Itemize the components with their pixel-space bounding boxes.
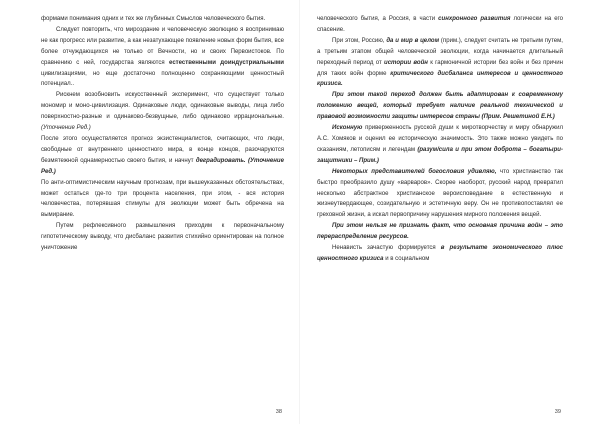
- text-run: логически на его спасение.: [317, 16, 563, 33]
- paragraph: [41, 25, 284, 90]
- paragraph: [317, 243, 563, 265]
- text-run: формами понимания одних и тех же глубинных Смыслов человеческого бытия.: [41, 16, 266, 22]
- text-run: Следует повторить, что мироздание и человеческую эволюцию я воспринимаю не как прогресс или развитие, а как незатухающее появление новых форм бытия, все более отчуждающихся не только от Вечности, но и своих Первоистоков. По сравнению с ней, государства являются: [41, 26, 284, 66]
- paragraph: [41, 221, 284, 254]
- emphasized-text: Некоторых представителей богословия: [332, 168, 468, 175]
- paragraph: [317, 123, 563, 167]
- right-page: [317, 14, 563, 424]
- paragraph: [317, 90, 563, 123]
- text-run: приверженность русской души к миротворчеству и миру обнаружил А.С. Хомяков и оценил ее историческую значимость. Это также можно увидеть по сказаниям, летописям и легендам: [317, 125, 563, 153]
- emphasized-text: да и мир в целом: [386, 37, 440, 44]
- emphasized-text: деградировать.: [195, 157, 246, 164]
- text-run: После этого осуществляется прогноз экзистенциалистов, считающих, что люди, свободные от внутреннего ценностного мира, в конце концов, разочаруются безмятежной однамерностью своего бытия, и начнут: [41, 135, 284, 164]
- emphasized-text: синхронного развития: [438, 16, 511, 22]
- paragraph: [41, 134, 284, 178]
- emphasized-text: в результате экономического плюс ценностного кризиса: [317, 245, 563, 262]
- emphasized-text: (Уточнение Ред.): [41, 157, 284, 175]
- emphasized-text: (разум/сила и при этом доброта – богатыри-защитники – Прим.): [317, 146, 563, 164]
- text-run: По анти-оптимистическим научным прогнозам, при вышеуказанных обстоятельствах, может остаться где-то три процента населения, при этом, - вся история человечества, потерявшая стимулы для эволюции может быть обречена на вымирание.: [41, 179, 284, 219]
- text-run: Путем рефлексивного размышления приходим к первоначальному гипотетическому выводу, что дисбаланс развития стихийно ориентирован на полное уничтожение: [41, 223, 284, 252]
- text-run: Ненависть зачастую формируется: [332, 245, 441, 252]
- left-page-text: [41, 14, 284, 254]
- text-run: к гармоничной истории без войн и без причин для таких войн форме: [317, 59, 563, 77]
- text-run: (прим.), следует считать не третьим путем, а третьим этапом общей человеческой эволюции, когда начинается длительный переходный период от: [317, 37, 563, 66]
- text-run: человеческого бытия, а Россия, в части: [317, 16, 439, 22]
- right-page-number: 39: [554, 409, 561, 416]
- emphasized-text: критического дисбаланса интересов и ценностного кризиса.: [317, 70, 563, 88]
- right-page-text: [317, 14, 563, 265]
- left-page-number: 38: [275, 409, 282, 416]
- emphasized-text: истории войн: [384, 59, 428, 66]
- paragraph: [317, 14, 563, 36]
- emphasized-text: Исконную: [332, 125, 363, 132]
- paragraph: [41, 90, 284, 134]
- paragraph: [317, 221, 563, 243]
- text-run: и в социальном: [383, 255, 430, 262]
- paragraph: [317, 36, 563, 91]
- text-run: Рискнем возобновить искусственный эксперимент, что существует только мономир и моно-цивилизация. Одинаковые люди, одинаковые выводы, лица либо поверхностно-разные и одинаково-безвущные, либо одинаково иррациональные.: [41, 92, 284, 121]
- emphasized-text: удивляю,: [467, 168, 497, 175]
- text-run: что христианство так быстро преобразило душу «варваров». Скорее наоборот, русский народ превратил несколько абстрактное христианское вероисповедание в естественную и жизнеутвердающее, созидательную и эстетичную веру. Он не противопоставлял ее греховной жизни, а искал первопричину нарушения мирного положения вещей.: [317, 168, 564, 219]
- emphasized-text: При этом нельзя не признать факт, что основная причина войн – это перераспределение ресурсов.: [317, 223, 563, 241]
- page-gutter: [299, 0, 300, 424]
- paragraph: [317, 167, 563, 222]
- text-run: При этом, Россию,: [332, 37, 387, 44]
- paragraph: [41, 14, 284, 25]
- emphasized-text: При этом такой переход должен быть адаптирован к современному положению вещей, который требует наличие реальной технической и правовой возможности защиты интересов страны (Прим. Решетиной Е.Н.): [317, 92, 563, 121]
- emphasized-text: (Уточнение Ред.): [41, 125, 91, 132]
- left-page: [41, 14, 284, 424]
- emphasized-text: естественными доиндустриальными: [169, 59, 284, 66]
- text-run: цивилизациями, но еще достаточно полноценно сохраняющими ценностный потенциал..: [41, 70, 284, 88]
- paragraph: [41, 178, 284, 222]
